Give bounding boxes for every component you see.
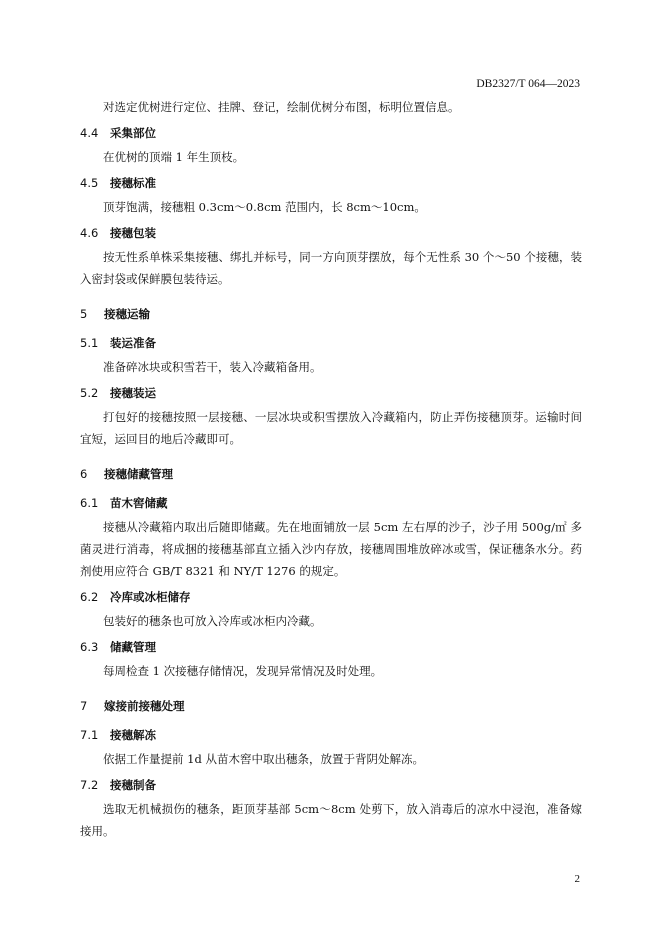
- subsection-heading: [80, 493, 582, 513]
- subsection-heading: [80, 587, 582, 607]
- heading-number: 7.2: [80, 778, 99, 792]
- heading-number: 4.4: [80, 126, 99, 140]
- subsection-heading: [80, 223, 582, 243]
- paragraph: 顶芽饱满，接穗粗 0.3cm～0.8cm 范围内，长 8cm～10cm。: [103, 200, 426, 214]
- section-heading: [80, 696, 582, 716]
- heading-title: 接穗制备: [110, 778, 156, 792]
- heading-number: 7.1: [80, 728, 99, 742]
- heading-title: 储藏管理: [110, 640, 156, 654]
- paragraph: 对选定优树进行定位、挂牌、登记，绘制优树分布图，标明位置信息。: [103, 100, 460, 114]
- heading-title: 接穗装运: [110, 386, 156, 400]
- heading-title: 接穗储藏管理: [104, 467, 173, 481]
- paragraph: 选取无机械损伤的穗条，距顶芽基部 5cm～8cm 处剪下，放入消毒后的凉水中浸泡，准备嫁接用。: [80, 802, 582, 838]
- heading-title: 接穗标准: [110, 176, 156, 190]
- paragraph: 包装好的穗条也可放入冷库或冰柜内冷藏。: [103, 614, 322, 628]
- subsection-heading: [80, 637, 582, 657]
- heading-title: 冷库或冰柜储存: [110, 590, 191, 604]
- section-heading: [80, 304, 582, 324]
- heading-title: 采集部位: [110, 126, 156, 140]
- paragraph: 打包好的接穗按照一层接穗、一层冰块或积雪摆放入冷藏箱内，防止弄伤接穗顶芽。运输时间宜短，运回目的地后冷藏即可。: [80, 410, 582, 446]
- paragraph: 每周检查 1 次接穗存储情况，发现异常情况及时处理。: [103, 664, 383, 678]
- page-number: 2: [574, 873, 580, 885]
- subsection-heading: [80, 333, 582, 353]
- subsection-heading: [80, 123, 582, 143]
- heading-number: 5.2: [80, 386, 99, 400]
- heading-number: 7: [80, 699, 88, 713]
- heading-number: 6: [80, 467, 88, 481]
- section-heading: [80, 464, 582, 484]
- heading-number: 4.5: [80, 176, 99, 190]
- paragraph: 准备碎冰块或积雪若干，装入冷藏箱备用。: [103, 360, 322, 374]
- subsection-heading: [80, 725, 582, 745]
- document-id: DB2327/T 064—2023: [476, 78, 580, 90]
- heading-number: 6.2: [80, 590, 99, 604]
- paragraph: 依据工作量提前 1d 从苗木窖中取出穗条，放置于背阴处解冻。: [103, 752, 424, 766]
- heading-number: 6.3: [80, 640, 99, 654]
- heading-title: 接穗包装: [110, 226, 156, 240]
- heading-title: 接穗解冻: [110, 728, 156, 742]
- paragraph: 接穗从冷藏箱内取出后随即储藏。先在地面铺放一层 5cm 左右厚的沙子，沙子用 500g/㎡ 多菌灵进行消毒，将成捆的接穗基部直立插入沙内存放，接穗周围堆放碎冰或雪，保证穗条水分。药剂使用应符合 GB/T 8321 和 NY/T 1276 的规定。: [80, 520, 582, 578]
- heading-title: 苗木窖储藏: [110, 496, 168, 510]
- paragraph: 在优树的顶端 1 年生顶枝。: [103, 150, 245, 164]
- heading-number: 5.1: [80, 336, 99, 350]
- heading-title: 装运准备: [110, 336, 156, 350]
- heading-number: 6.1: [80, 496, 99, 510]
- heading-title: 接穗运输: [104, 307, 150, 321]
- subsection-heading: [80, 173, 582, 193]
- heading-number: 4.6: [80, 226, 99, 240]
- document-body: [80, 96, 582, 842]
- heading-title: 嫁接前接穗处理: [104, 699, 185, 713]
- subsection-heading: [80, 383, 582, 403]
- paragraph: 按无性系单株采集接穗、绑扎并标号，同一方向顶芽摆放，每个无性系 30 个～50 个接穗，装入密封袋或保鲜膜包装待运。: [80, 250, 582, 286]
- subsection-heading: [80, 775, 582, 795]
- heading-number: 5: [80, 307, 88, 321]
